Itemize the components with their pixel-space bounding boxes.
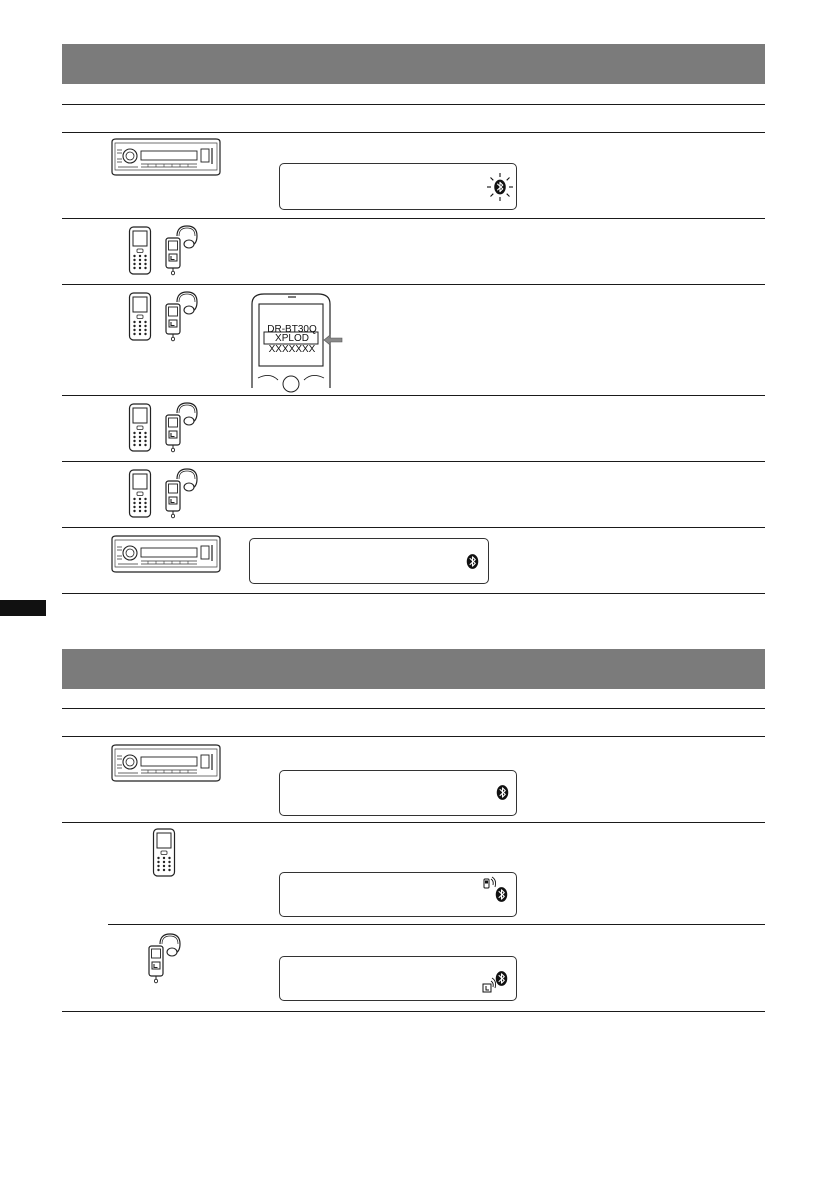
- divider: [62, 395, 765, 396]
- section-header-pairing: [62, 44, 765, 84]
- divider: [62, 527, 765, 528]
- bluetooth-audio-connected-icon: [480, 966, 510, 996]
- device-list-item-selected: XPLOD: [275, 333, 309, 344]
- stereo-display: [279, 163, 517, 210]
- divider: [62, 593, 765, 594]
- bluetooth-blinking-icon: [484, 171, 516, 203]
- divider: [62, 1011, 765, 1012]
- audio-player-icon: [163, 467, 199, 519]
- audio-player-icon: [163, 401, 199, 453]
- divider: [62, 708, 765, 709]
- mobile-phone-icon: [152, 828, 176, 878]
- divider: [62, 218, 765, 219]
- divider: [62, 461, 765, 462]
- section-header-connection: [62, 649, 765, 689]
- bluetooth-icon: [496, 784, 509, 801]
- divider: [62, 736, 765, 737]
- divider: [62, 822, 765, 823]
- page-edge-tab: [0, 600, 46, 616]
- divider: [62, 104, 765, 105]
- mobile-phone-icon: [128, 226, 152, 276]
- device-list-item: XXXXXXX: [268, 344, 316, 355]
- mobile-phone-icon: [128, 403, 152, 453]
- audio-player-icon: [163, 224, 199, 276]
- bluetooth-phone-connected-icon: [482, 876, 510, 904]
- stereo-display: [279, 770, 517, 816]
- divider: [62, 284, 765, 285]
- audio-player-icon: [146, 932, 182, 984]
- car-stereo-icon: [108, 533, 224, 575]
- divider: [62, 132, 765, 133]
- sub-divider: [108, 924, 765, 925]
- car-stereo-icon: [108, 136, 224, 178]
- car-stereo-icon: [108, 742, 224, 784]
- stereo-display: [249, 538, 489, 584]
- device-list-item: DR-BT30Q: [267, 324, 317, 335]
- audio-player-icon: [163, 290, 199, 342]
- bluetooth-icon: [466, 553, 479, 570]
- mobile-phone-icon: [128, 292, 152, 342]
- mobile-phone-icon: [128, 469, 152, 519]
